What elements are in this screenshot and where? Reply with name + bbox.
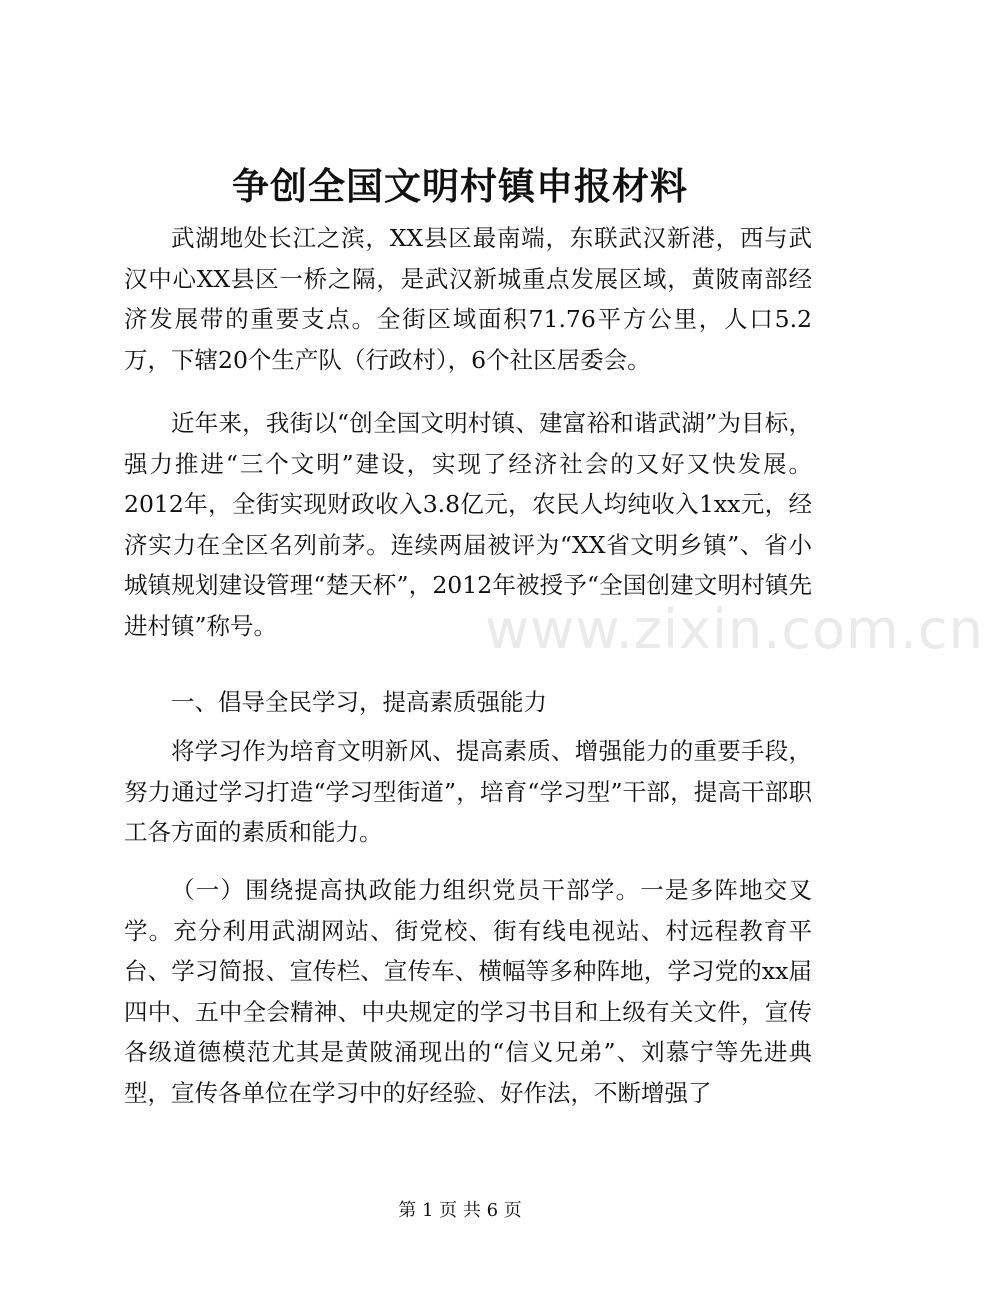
page-number: 第 1 页 共 6 页 [398, 1200, 522, 1221]
section-heading-learning: 一、倡导全民学习，提高素质强能力 [171, 688, 547, 716]
paragraph-intro: 武湖地处长江之滨，XX县区最南端，东联武汉新港，西与武汉中心XX县区一桥之隔，是武汉新城重点发展区域，黄陂南部经济发展带的重要支点。全街区域面积71.76平方公里，人口5.2万，下辖20个生产队（行政村），6个社区居委会。 [124, 224, 812, 374]
paragraph-learning-goal: 将学习作为培育文明新风、提高素质、增强能力的重要手段，努力通过学习打造“学习型街道”，培育“学习型”干部，提高干部职工各方面的素质和能力。 [124, 737, 812, 847]
document-title: 争创全国文明村镇申报材料 [232, 164, 688, 208]
paragraph-achievements: 近年来，我街以“创全国文明村镇、建富裕和谐武湖”为目标，强力推进“三个文明”建设，实现了经济社会的又好又快发展。2012年，全街实现财政收入3.8亿元，农民人均纯收入1xx元，经济实力在全区名列前茅。连续两届被评为“XX省文明乡镇”、省小城镇规划建设管理“楚天杯”，2012年被授予“全国创建文明村镇先进村镇”称号。 [124, 409, 812, 640]
paragraph-party-learning: （一）围绕提高执政能力组织党员干部学。一是多阵地交叉学。充分利用武湖网站、街党校、街有线电视站、村远程教育平台、学习简报、宣传栏、宣传车、横幅等多种阵地，学习党的xx届四中、五中全会精神、中央规定的学习书目和上级有关文件，宣传各级道德模范尤其是黄陂涌现出的“信义兄弟”、刘慕宁等先进典型，宣传各单位在学习中的好经验、好作法，不断增强了 [124, 876, 812, 1107]
watermark: www.zixin.com.cn [485, 598, 984, 661]
